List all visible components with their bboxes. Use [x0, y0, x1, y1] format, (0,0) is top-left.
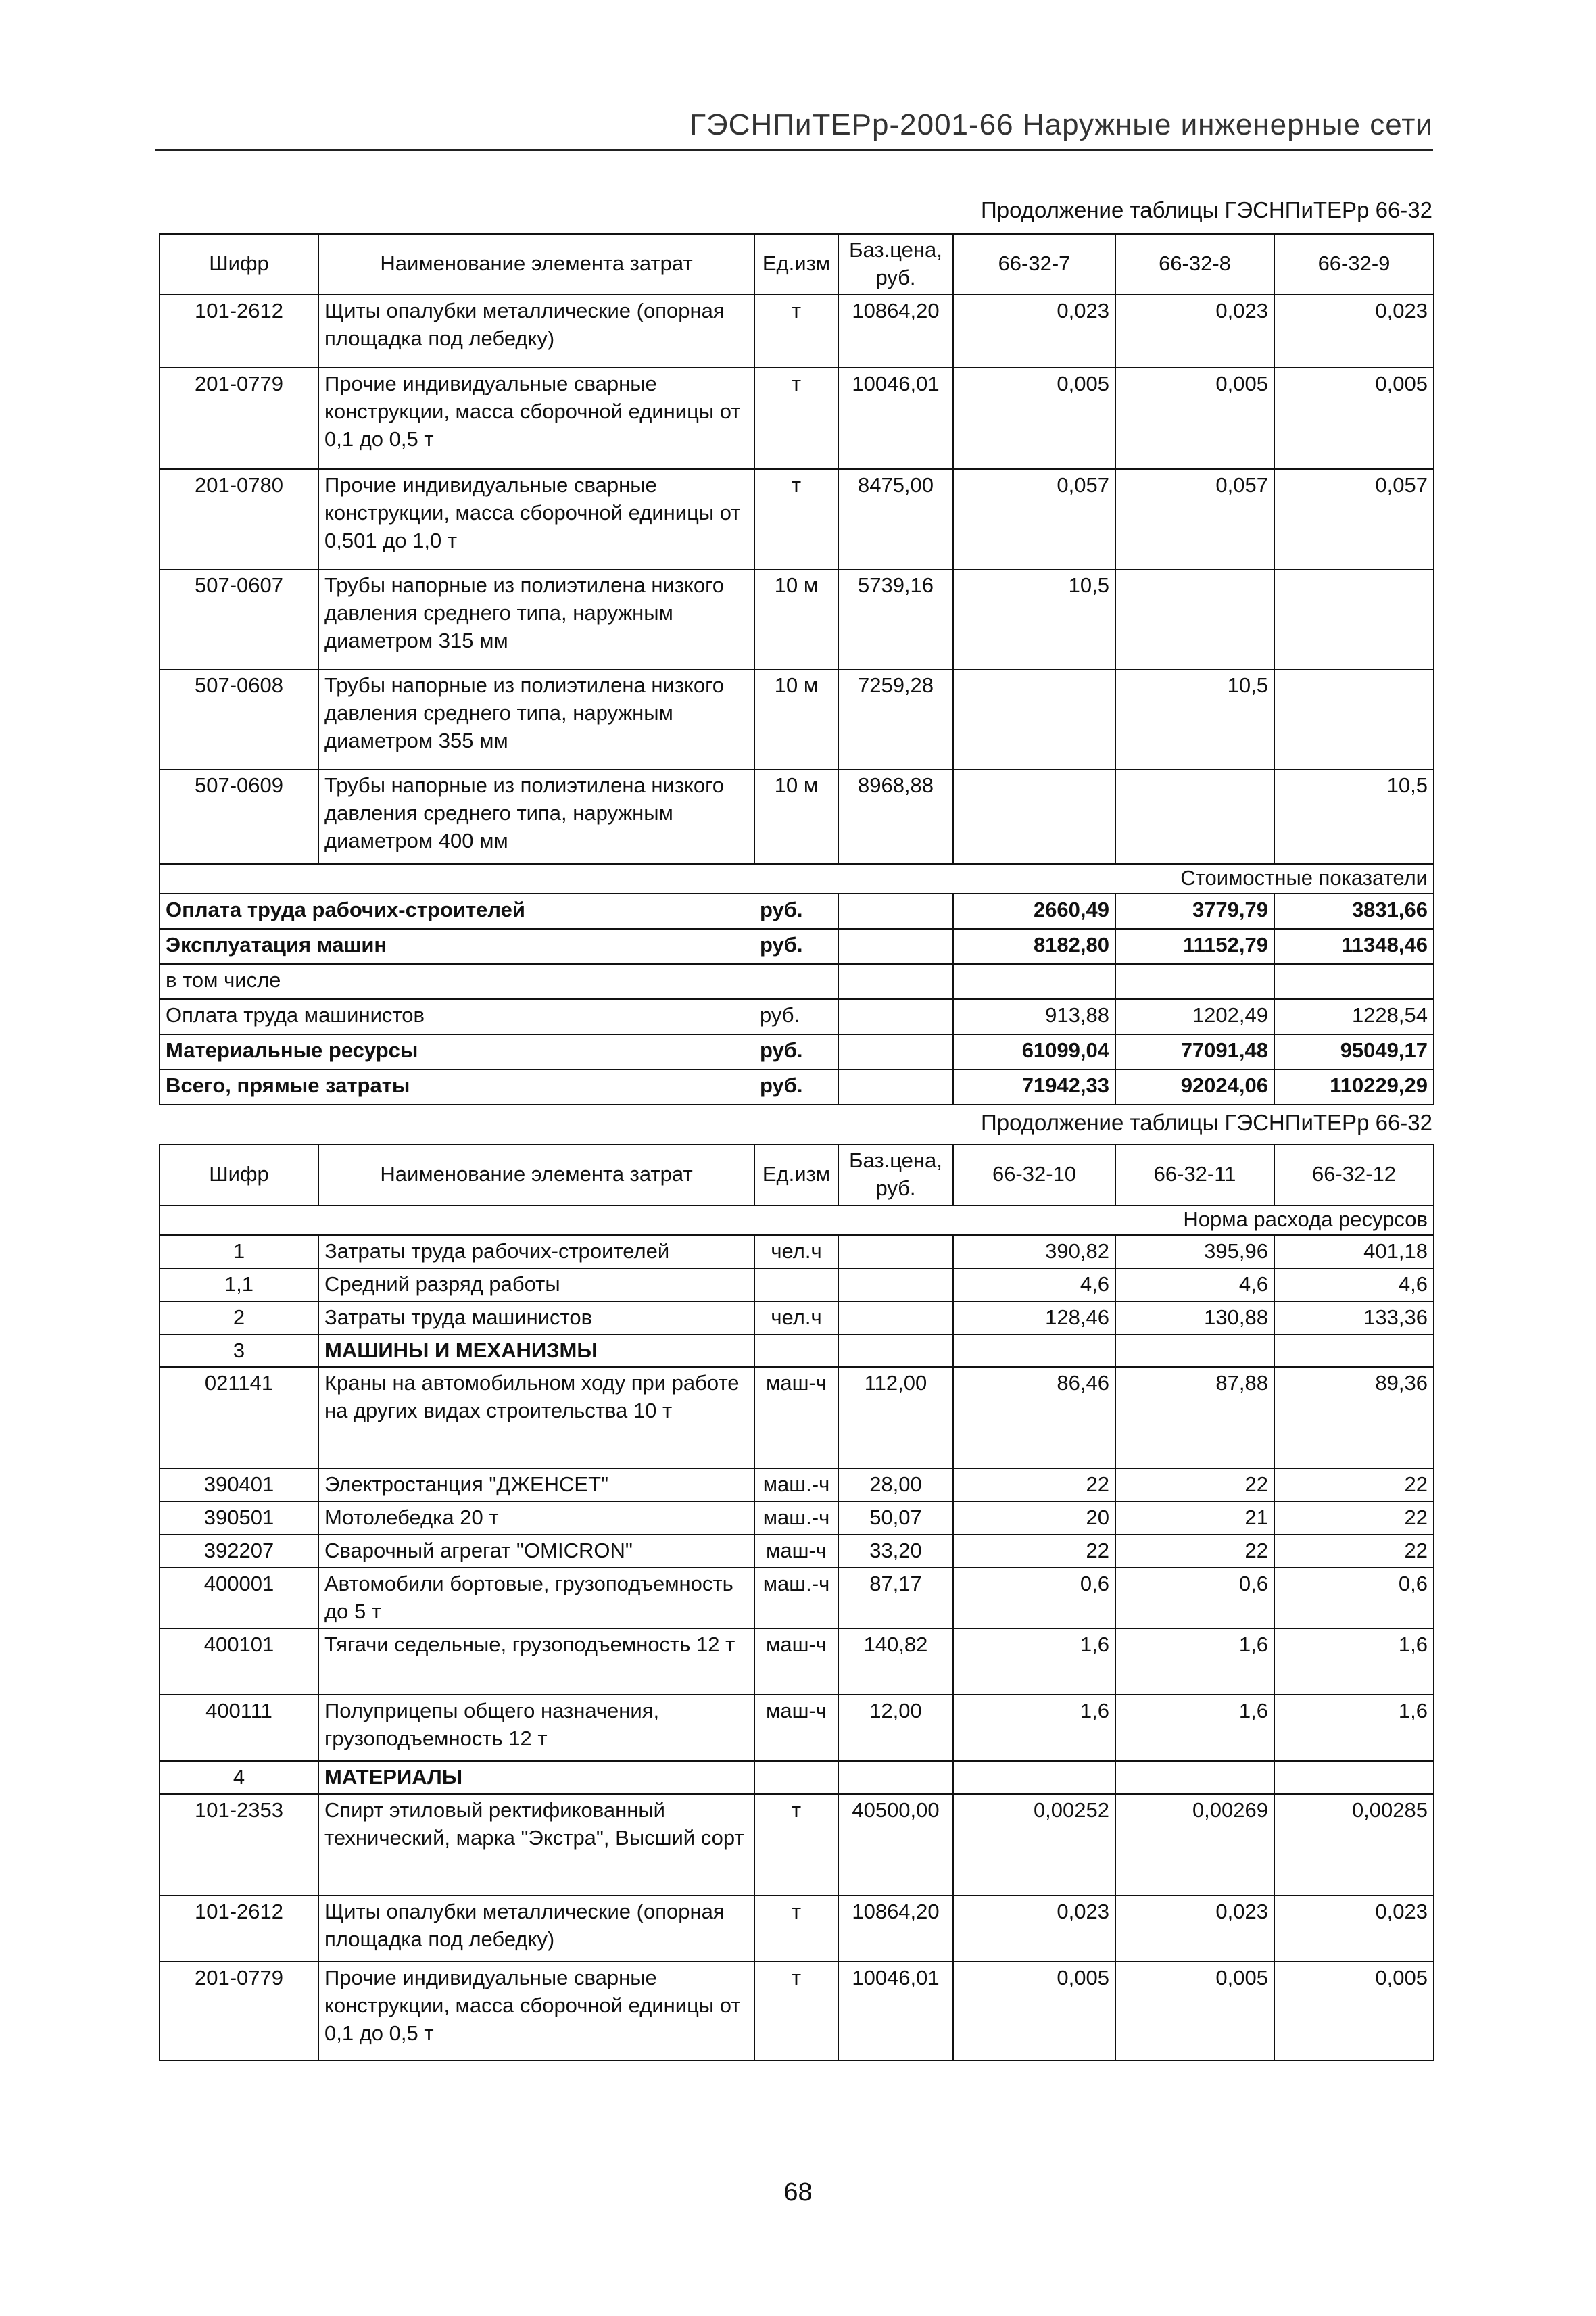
table-row	[160, 1568, 1434, 1629]
row-value-3: 4,6	[1274, 1268, 1434, 1301]
summary-value-2: 92024,06	[1115, 1069, 1274, 1105]
summary-label: Оплата труда машинистов	[160, 999, 754, 1034]
row-price: 10046,01	[838, 368, 953, 469]
row-name: Тягачи седельные, грузоподъемность 12 т	[318, 1629, 754, 1695]
summary-price	[838, 964, 953, 999]
summary-row	[160, 964, 1434, 999]
row-value-1: 22	[953, 1535, 1115, 1568]
row-price: 5739,16	[838, 569, 953, 669]
row-value-2: 21	[1115, 1501, 1274, 1535]
row-price: 50,07	[838, 1501, 953, 1535]
row-value-2	[1115, 569, 1274, 669]
table-row	[160, 1235, 1434, 1268]
col-header-code: Шифр	[160, 234, 318, 295]
row-value-1: 0,023	[953, 295, 1115, 368]
col-header-unit: Ед.изм	[754, 1144, 838, 1205]
row-code: 021141	[160, 1367, 318, 1468]
row-code: 2	[160, 1301, 318, 1334]
table-row	[160, 1268, 1434, 1301]
row-value-1: 390,82	[953, 1235, 1115, 1268]
row-name: Затраты труда машинистов	[318, 1301, 754, 1334]
row-unit	[754, 1761, 838, 1794]
summary-price	[838, 1069, 953, 1105]
row-name: Прочие индивидуальные сварные конструкции, масса сборочной единицы от 0,1 до 0,5 т	[318, 1962, 754, 2060]
summary-value-2: 1202,49	[1115, 999, 1274, 1034]
row-unit: т	[754, 469, 838, 569]
row-value-1	[953, 669, 1115, 769]
summary-unit: руб.	[754, 999, 838, 1034]
row-name: Щиты опалубки металлические (опорная площадка под лебедку)	[318, 1896, 754, 1962]
row-name: МАШИНЫ И МЕХАНИЗМЫ	[318, 1334, 754, 1368]
summary-row	[160, 1069, 1434, 1105]
row-code: 507-0609	[160, 769, 318, 864]
table2-caption: Продолжение таблицы ГЭСНПиТЕРр 66-32	[981, 1110, 1432, 1135]
row-unit: чел.ч	[754, 1301, 838, 1334]
col-header-name: Наименование элемента затрат	[318, 234, 754, 295]
row-price: 28,00	[838, 1468, 953, 1501]
row-unit: 10 м	[754, 769, 838, 864]
row-unit: т	[754, 1896, 838, 1962]
row-code: 390501	[160, 1501, 318, 1535]
row-name: Спирт этиловый ректификованный технический, марка "Экстра", Высший сорт	[318, 1794, 754, 1896]
summary-unit	[754, 964, 838, 999]
row-value-1: 0,00252	[953, 1794, 1115, 1896]
row-unit	[754, 1268, 838, 1301]
row-value-2: 0,005	[1115, 368, 1274, 469]
table-row	[160, 469, 1434, 569]
row-value-1: 0,6	[953, 1568, 1115, 1629]
summary-label: в том числе	[160, 964, 754, 999]
row-unit: маш-ч	[754, 1367, 838, 1468]
table-row	[160, 1501, 1434, 1535]
row-code: 3	[160, 1334, 318, 1368]
summary-unit: руб.	[754, 929, 838, 964]
row-unit: т	[754, 1794, 838, 1896]
table2-header-row	[160, 1144, 1434, 1205]
row-name: Щиты опалубки металлические (опорная площадка под лебедку)	[318, 295, 754, 368]
row-name: Прочие индивидуальные сварные конструкции, масса сборочной единицы от 0,1 до 0,5 т	[318, 368, 754, 469]
summary-value-3: 11348,46	[1274, 929, 1434, 964]
row-value-2: 1,6	[1115, 1629, 1274, 1695]
row-value-3	[1274, 569, 1434, 669]
row-value-2: 22	[1115, 1535, 1274, 1568]
row-price: 33,20	[838, 1535, 953, 1568]
row-value-3: 401,18	[1274, 1235, 1434, 1268]
row-code: 507-0607	[160, 569, 318, 669]
table1-header-row	[160, 234, 1434, 295]
row-name: Электростанция "ДЖЕНСЕТ"	[318, 1468, 754, 1501]
row-code: 1,1	[160, 1268, 318, 1301]
row-value-2: 0,6	[1115, 1568, 1274, 1629]
summary-value-1: 8182,80	[953, 929, 1115, 964]
row-name: Полуприцепы общего назначения, грузоподъемность 12 т	[318, 1695, 754, 1761]
row-unit: маш-ч	[754, 1629, 838, 1695]
row-value-3: 22	[1274, 1535, 1434, 1568]
row-value-3: 0,005	[1274, 368, 1434, 469]
row-name: Трубы напорные из полиэтилена низкого давления среднего типа, наружным диаметром 400 мм	[318, 769, 754, 864]
table-row	[160, 295, 1434, 368]
col-header-name: Наименование элемента затрат	[318, 1144, 754, 1205]
row-name: МАТЕРИАЛЫ	[318, 1761, 754, 1794]
row-code: 101-2612	[160, 295, 318, 368]
summary-value-3: 3831,66	[1274, 894, 1434, 929]
summary-price	[838, 1034, 953, 1069]
row-value-1: 10,5	[953, 569, 1115, 669]
row-name: Сварочный агрегат "OMICRON"	[318, 1535, 754, 1568]
table-row	[160, 1367, 1434, 1468]
summary-price	[838, 894, 953, 929]
summary-row	[160, 894, 1434, 929]
summary-label: Эксплуатация машин	[160, 929, 754, 964]
row-unit: 10 м	[754, 569, 838, 669]
row-value-2: 10,5	[1115, 669, 1274, 769]
col-header-price: Баз.цена, руб.	[838, 234, 953, 295]
row-value-2: 4,6	[1115, 1268, 1274, 1301]
row-value-3: 1,6	[1274, 1629, 1434, 1695]
row-value-3: 133,36	[1274, 1301, 1434, 1334]
table-row	[160, 569, 1434, 669]
row-unit	[754, 1334, 838, 1368]
row-name: Прочие индивидуальные сварные конструкции, масса сборочной единицы от 0,501 до 1,0 т	[318, 469, 754, 569]
col-header-66-32-10: 66-32-10	[953, 1144, 1115, 1205]
row-value-2: 0,00269	[1115, 1794, 1274, 1896]
row-unit: чел.ч	[754, 1235, 838, 1268]
table1-body	[160, 295, 1434, 864]
row-code: 400001	[160, 1568, 318, 1629]
col-header-66-32-9: 66-32-9	[1274, 234, 1434, 295]
row-code: 4	[160, 1761, 318, 1794]
row-name: Затраты труда рабочих-строителей	[318, 1235, 754, 1268]
row-value-3: 0,00285	[1274, 1794, 1434, 1896]
summary-value-1: 913,88	[953, 999, 1115, 1034]
row-value-1: 20	[953, 1501, 1115, 1535]
row-value-3: 1,6	[1274, 1695, 1434, 1761]
summary-value-3: 95049,17	[1274, 1034, 1434, 1069]
col-header-unit: Ед.изм	[754, 234, 838, 295]
row-value-1: 0,057	[953, 469, 1115, 569]
col-header-code: Шифр	[160, 1144, 318, 1205]
row-value-3: 0,023	[1274, 295, 1434, 368]
summary-value-1	[953, 964, 1115, 999]
row-price	[838, 1268, 953, 1301]
row-name: Краны на автомобильном ходу при работе на других видах строительства 10 т	[318, 1367, 754, 1468]
row-code: 201-0779	[160, 1962, 318, 2060]
row-unit: т	[754, 1962, 838, 2060]
row-code: 201-0779	[160, 368, 318, 469]
row-price: 7259,28	[838, 669, 953, 769]
row-code: 1	[160, 1235, 318, 1268]
cost-indicators-band-label: Стоимостные показатели	[160, 864, 1434, 894]
row-value-1: 1,6	[953, 1695, 1115, 1761]
summary-label: Материальные ресурсы	[160, 1034, 754, 1069]
summary-value-2: 77091,48	[1115, 1034, 1274, 1069]
summary-value-3: 1228,54	[1274, 999, 1434, 1034]
row-value-3: 0,6	[1274, 1568, 1434, 1629]
col-header-66-32-8: 66-32-8	[1115, 234, 1274, 295]
row-price: 112,00	[838, 1367, 953, 1468]
row-value-2: 0,023	[1115, 1896, 1274, 1962]
row-value-2	[1115, 1334, 1274, 1368]
row-value-2: 0,057	[1115, 469, 1274, 569]
table-row	[160, 1468, 1434, 1501]
table1-caption: Продолжение таблицы ГЭСНПиТЕРр 66-32	[981, 197, 1432, 222]
resource-norms-band	[160, 1205, 1434, 1235]
summary-value-2: 3779,79	[1115, 894, 1274, 929]
summary-value-1: 61099,04	[953, 1034, 1115, 1069]
row-value-3	[1274, 669, 1434, 769]
header-divider	[155, 149, 1433, 151]
resource-norms-band-label: Норма расхода ресурсов	[160, 1205, 1434, 1235]
row-value-2: 130,88	[1115, 1301, 1274, 1334]
row-code: 400101	[160, 1629, 318, 1695]
row-value-1: 128,46	[953, 1301, 1115, 1334]
row-value-1: 4,6	[953, 1268, 1115, 1301]
row-code: 101-2612	[160, 1896, 318, 1962]
row-code: 507-0608	[160, 669, 318, 769]
row-name: Мотолебедка 20 т	[318, 1501, 754, 1535]
table1-summary	[160, 864, 1434, 1105]
row-price: 8475,00	[838, 469, 953, 569]
row-value-2: 0,023	[1115, 295, 1274, 368]
row-value-1: 0,023	[953, 1896, 1115, 1962]
row-value-3: 22	[1274, 1501, 1434, 1535]
page-number: 68	[783, 2178, 813, 2206]
table-row	[160, 1761, 1434, 1794]
row-code: 392207	[160, 1535, 318, 1568]
row-value-3: 89,36	[1274, 1367, 1434, 1468]
table-row	[160, 1695, 1434, 1761]
table-row	[160, 1334, 1434, 1368]
summary-value-3: 110229,29	[1274, 1069, 1434, 1105]
cost-indicators-band	[160, 864, 1434, 894]
row-value-2: 87,88	[1115, 1367, 1274, 1468]
row-value-1: 0,005	[953, 1962, 1115, 2060]
row-name: Автомобили бортовые, грузоподъемность до 5 т	[318, 1568, 754, 1629]
summary-price	[838, 929, 953, 964]
row-value-1: 86,46	[953, 1367, 1115, 1468]
summary-unit: руб.	[754, 1034, 838, 1069]
table-row	[160, 1629, 1434, 1695]
row-unit: маш.-ч	[754, 1501, 838, 1535]
col-header-price: Баз.цена, руб.	[838, 1144, 953, 1205]
table-row	[160, 769, 1434, 864]
row-price	[838, 1235, 953, 1268]
row-price: 140,82	[838, 1629, 953, 1695]
summary-unit: руб.	[754, 1069, 838, 1105]
col-header-66-32-11: 66-32-11	[1115, 1144, 1274, 1205]
row-price: 10864,20	[838, 295, 953, 368]
row-price: 10046,01	[838, 1962, 953, 2060]
summary-row	[160, 1034, 1434, 1069]
row-code: 101-2353	[160, 1794, 318, 1896]
table-row	[160, 1535, 1434, 1568]
row-value-2	[1115, 769, 1274, 864]
row-price: 8968,88	[838, 769, 953, 864]
table-row	[160, 368, 1434, 469]
row-price	[838, 1301, 953, 1334]
row-value-2: 22	[1115, 1468, 1274, 1501]
row-value-3: 0,023	[1274, 1896, 1434, 1962]
row-value-3: 0,057	[1274, 469, 1434, 569]
row-price	[838, 1334, 953, 1368]
summary-unit: руб.	[754, 894, 838, 929]
row-unit: маш-ч	[754, 1695, 838, 1761]
row-name: Трубы напорные из полиэтилена низкого давления среднего типа, наружным диаметром 315 мм	[318, 569, 754, 669]
row-value-1	[953, 1334, 1115, 1368]
row-value-2	[1115, 1761, 1274, 1794]
row-value-3	[1274, 1334, 1434, 1368]
row-value-2: 1,6	[1115, 1695, 1274, 1761]
table-row	[160, 1794, 1434, 1896]
row-price: 40500,00	[838, 1794, 953, 1896]
table-1	[159, 233, 1434, 1105]
row-value-2: 395,96	[1115, 1235, 1274, 1268]
table-row	[160, 1962, 1434, 2060]
summary-row	[160, 929, 1434, 964]
row-value-3: 0,005	[1274, 1962, 1434, 2060]
summary-value-1: 71942,33	[953, 1069, 1115, 1105]
summary-row	[160, 999, 1434, 1034]
row-unit: т	[754, 368, 838, 469]
row-unit: маш.-ч	[754, 1568, 838, 1629]
row-price: 12,00	[838, 1695, 953, 1761]
summary-value-2: 11152,79	[1115, 929, 1274, 964]
row-price	[838, 1761, 953, 1794]
summary-price	[838, 999, 953, 1034]
summary-value-1: 2660,49	[953, 894, 1115, 929]
col-header-66-32-12: 66-32-12	[1274, 1144, 1434, 1205]
row-unit: маш-ч	[754, 1535, 838, 1568]
table2-body	[160, 1205, 1434, 2060]
running-header: ГЭСНПиТЕРр-2001-66 Наружные инженерные сети	[690, 108, 1433, 141]
row-value-1	[953, 1761, 1115, 1794]
row-value-2: 0,005	[1115, 1962, 1274, 2060]
row-code: 390401	[160, 1468, 318, 1501]
row-value-3: 10,5	[1274, 769, 1434, 864]
row-value-3	[1274, 1761, 1434, 1794]
summary-label: Всего, прямые затраты	[160, 1069, 754, 1105]
row-name: Трубы напорные из полиэтилена низкого давления среднего типа, наружным диаметром 355 мм	[318, 669, 754, 769]
row-unit: 10 м	[754, 669, 838, 769]
row-code: 400111	[160, 1695, 318, 1761]
summary-label: Оплата труда рабочих-строителей	[160, 894, 754, 929]
row-value-1	[953, 769, 1115, 864]
row-price: 87,17	[838, 1568, 953, 1629]
row-unit: маш.-ч	[754, 1468, 838, 1501]
row-value-1: 22	[953, 1468, 1115, 1501]
table-row	[160, 669, 1434, 769]
table-row	[160, 1301, 1434, 1334]
col-header-66-32-7: 66-32-7	[953, 234, 1115, 295]
row-value-3: 22	[1274, 1468, 1434, 1501]
row-unit: т	[754, 295, 838, 368]
table-2	[159, 1144, 1434, 2061]
row-price: 10864,20	[838, 1896, 953, 1962]
table-row	[160, 1896, 1434, 1962]
row-code: 201-0780	[160, 469, 318, 569]
row-name: Средний разряд работы	[318, 1268, 754, 1301]
summary-value-3	[1274, 964, 1434, 999]
row-value-1: 1,6	[953, 1629, 1115, 1695]
summary-value-2	[1115, 964, 1274, 999]
row-value-1: 0,005	[953, 368, 1115, 469]
